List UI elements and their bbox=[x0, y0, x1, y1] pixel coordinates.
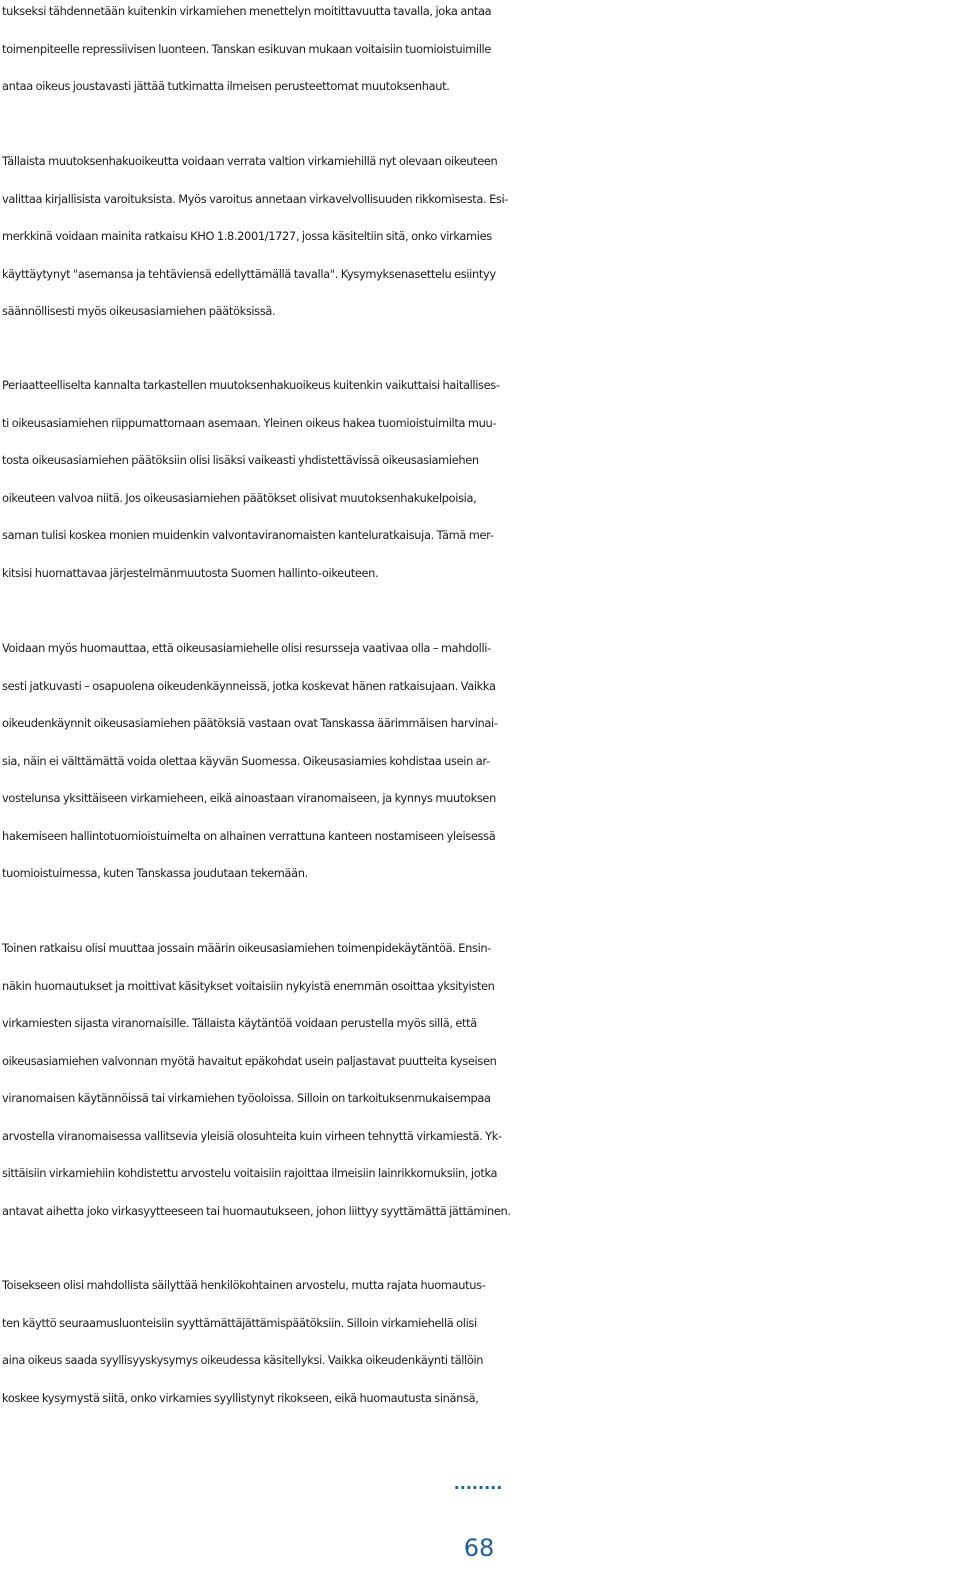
paragraph-3 bbox=[2, 367, 958, 592]
text-line: sittäisiin virkamiehiin kohdistettu arvostelu voitaisiin rajoittaa ilmeisiin lainrikkomuksiin, jotka bbox=[2, 1166, 498, 1180]
text-line: säännöllisesti myös oikeusasiamiehen päätöksissä. bbox=[2, 304, 276, 318]
text-line: sia, näin ei välttämättä voida olettaa käyvän Suomessa. Oikeusasiamies kohdistaa usein ar- bbox=[2, 753, 490, 768]
text-line: Tällaista muutoksenhakuoikeutta voidaan verrata valtion virkamiehillä nyt olevaan oikeuteen bbox=[2, 154, 498, 168]
paragraph-5 bbox=[2, 930, 958, 1230]
text-line: merkkinä voidaan mainita ratkaisu KHO 1.8.2001/1727, jossa käsiteltiin sitä, onko virkamies bbox=[2, 229, 492, 243]
text-line: antaa oikeus joustavasti jättää tutkimatta ilmeisen perusteettomat muutoksenhaut. bbox=[2, 79, 450, 93]
text-line: valittaa kirjallisista varoituksista. Myös varoitus annetaan virkavelvollisuuden rikkomisesta. Esi- bbox=[2, 191, 509, 206]
text-line: ti oikeusasiamiehen riippumattomaan asemaan. Yleinen oikeus hakea tuomioistuimilta muu- bbox=[2, 415, 497, 430]
text-line: oikeudenkäynnit oikeusasiamiehen päätöksiä vastaan ovat Tanskassa äärimmäisen harvinai- bbox=[2, 716, 498, 730]
text-line: viranomaisen käytännöissä tai virkamiehen työoloissa. Silloin on tarkoituksenmukaisempaa bbox=[2, 1091, 491, 1105]
text-line: arvostella viranomaisessa vallitsevia yleisiä olosuhteita kuin virheen tehnyttä virkamiestä. Yk- bbox=[2, 1128, 502, 1143]
text-line: ten käyttö seuraamusluonteisiin syyttämättäjättämispäätöksiin. Silloin virkamiehellä olisi bbox=[2, 1315, 477, 1330]
text-line: hakemiseen hallintotuomioistuimelta on alhainen verrattuna kanteen nostamiseen yleisessä bbox=[2, 828, 496, 843]
paragraph-6 bbox=[2, 1267, 958, 1417]
page-number: 68 bbox=[463, 1534, 495, 1562]
text-line: aina oikeus saada syyllisyyskysymys oikeudessa käsitellyksi. Vaikka oikeudenkäynti tällöin bbox=[2, 1353, 484, 1367]
text-line: näkin huomautukset ja moittivat käsitykset voitaisiin nykyistä enemmän osoittaa yksityisten bbox=[2, 978, 495, 993]
text-line: Voidaan myös huomauttaa, että oikeusasiamiehelle olisi resursseja vaativaa olla – mahdolli- bbox=[2, 641, 491, 655]
text-line: tuomioistuimessa, kuten Tanskassa joudutaan tekemään. bbox=[2, 866, 308, 880]
text-line: saman tulisi koskea monien muidenkin valvontaviranomaisten kanteluratkaisuja. Tämä mer- bbox=[2, 528, 494, 542]
text-line: toimenpiteelle repressiivisen luonteen. Tanskan esikuvan mukaan voitaisiin tuomioistuimille bbox=[2, 41, 492, 56]
text-line: antavat aihetta joko virkasyytteeseen tai huomautukseen, johon liittyy syyttämättä jättäminen. bbox=[2, 1203, 511, 1218]
text-line: oikeuteen valvoa niitä. Jos oikeusasiamiehen päätökset olisivat muutoksenhakukelpoisia, bbox=[2, 490, 477, 505]
text-line: Toisekseen olisi mahdollista säilyttää henkilökohtainen arvostelu, mutta rajata huomautus- bbox=[2, 1278, 486, 1292]
paragraph-4 bbox=[2, 630, 958, 893]
paragraph-1 bbox=[2, 0, 958, 106]
text-line: tosta oikeusasiamiehen päätöksiin olisi lisäksi vaikeasti yhdistettävissä oikeusasiamiehen bbox=[2, 453, 479, 467]
text-line: koskee kysymystä siitä, onko virkamies syyllistynyt rikokseen, eikä huomautusta sinänsä, bbox=[2, 1390, 479, 1405]
text-line: sesti jatkuvasti – osapuolena oikeudenkäynneissä, jotka koskevat hänen ratkaisujaan. Vaikka bbox=[2, 678, 496, 693]
text-line: Toinen ratkaisu olisi muuttaa jossain määrin oikeusasiamiehen toimenpidekäytäntöä. Ensin- bbox=[2, 941, 492, 955]
footer-dots: ........ bbox=[453, 1474, 503, 1493]
text-line: virkamiesten sijasta viranomaisille. Tällaista käytäntöä voidaan perustella myös sillä, että bbox=[2, 1016, 477, 1030]
text-line: Periaatteelliselta kannalta tarkastellen muutoksenhakuoikeus kuitenkin vaikuttaisi haitallises- bbox=[2, 378, 500, 392]
text-line: tukseksi tähdennetään kuitenkin virkamiehen menettelyn moitittavuutta tavalla, joka antaa bbox=[2, 4, 492, 18]
text-line: käyttäytynyt "asemansa ja tehtäviensä edellyttämällä tavalla". Kysymyksenasettelu esiintyy bbox=[2, 266, 496, 281]
text-line: oikeusasiamiehen valvonnan myötä havaitut epäkohdat usein paljastavat puutteita kyseisen bbox=[2, 1053, 497, 1068]
paragraph-2 bbox=[2, 143, 958, 331]
text-line: vostelunsa yksittäiseen virkamieheen, eikä ainoastaan viranomaiseen, ja kynnys muutoksen bbox=[2, 791, 496, 805]
text-line: kitsisi huomattavaa järjestelmänmuutosta Suomen hallinto-oikeuteen. bbox=[2, 565, 379, 580]
